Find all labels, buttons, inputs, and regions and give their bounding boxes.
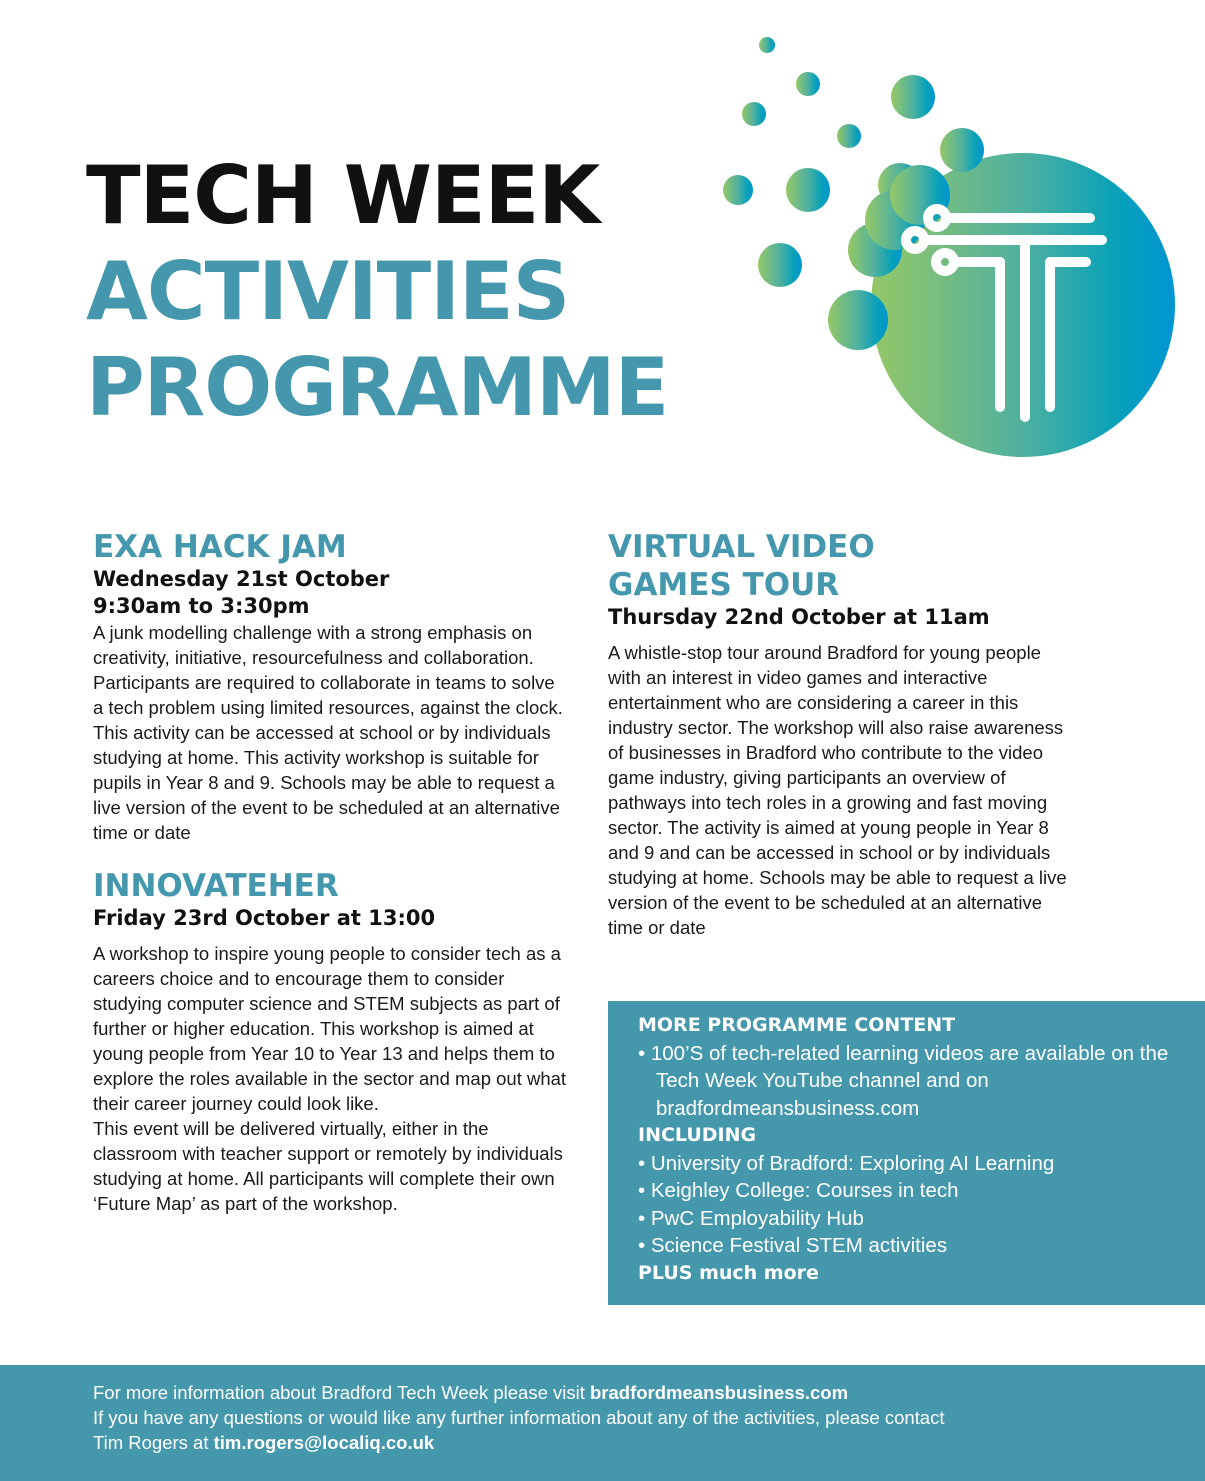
more-programme-panel xyxy=(608,1001,1205,1305)
footer-text: For more information about Bradford Tech Week please visit xyxy=(93,1382,590,1403)
event-description: A workshop to inspire young people to consider tech as a careers choice and to encourage them to consider studying computer science and STEM subjects as part of further or higher education. This workshop is aimed at young people from Year 10 to Year 13 and helps them to explore the roles available in the sector and map out what their career journey could look like. xyxy=(93,943,567,1114)
footer-line-1 xyxy=(93,1380,1205,1405)
footer-line-3 xyxy=(93,1430,1205,1455)
event-date: Thursday 22nd October at 11am xyxy=(608,605,990,629)
event-title: INNOVATEHER xyxy=(93,868,339,904)
list-item: • University of Bradford: Exploring AI Learning xyxy=(638,1151,1055,1175)
event-title-line-1: VIRTUAL VIDEO xyxy=(608,529,875,565)
event-description: A whistle-stop tour around Bradford for young people with an interest in video games and interactive entertainment who are considering a career in this industry sector. The workshop will also raise awareness of businesses in Bradford who contribute to the video game industry, giving participants an overview of pathways into tech roles in a growing and fast moving sector. The activity is aimed at young people in Year 8 and 9 and can be accessed in school or by individuals studying at home. Schools may be able to request a live version of the event to be scheduled at an alternative time or date xyxy=(608,642,1067,938)
event-date: Wednesday 21st October xyxy=(93,567,390,591)
list-item: • Science Festival STEM activities xyxy=(638,1234,948,1257)
tech-week-logo-icon xyxy=(700,20,1205,480)
email-link[interactable]: tim.rogers@localiq.co.uk xyxy=(213,1432,435,1453)
event-date: Friday 23rd October at 13:00 xyxy=(93,906,436,930)
title-line-2: ACTIVITIES xyxy=(86,245,570,338)
page-title xyxy=(86,148,668,436)
right-column xyxy=(608,528,1078,940)
event-title: EXA HACK JAM xyxy=(93,529,347,565)
event-description: A junk modelling challenge with a strong emphasis on creativity, initiative, resourcefulness and collaboration. Participants are required to collaborate in teams to solve a tech problem using limited resources, against the clock. This activity can be accessed at school or by individuals studying at home. This activity workshop is suitable for pupils in Year 8 and 9. Schools may be able to request a live version of the event to be scheduled at an alternative time or date xyxy=(93,622,563,843)
event-innovateher xyxy=(93,867,568,1216)
title-line-1: TECH WEEK xyxy=(86,149,600,242)
including-heading: INCLUDING xyxy=(638,1124,757,1146)
more-heading: MORE PROGRAMME CONTENT xyxy=(638,1014,956,1036)
footer-text: Tim Rogers at xyxy=(93,1432,214,1453)
event-virtual-video-games-tour xyxy=(608,528,1078,940)
event-time: 9:30am to 3:30pm xyxy=(93,594,310,618)
title-line-3: PROGRAMME xyxy=(86,341,669,434)
event-title-line-2: GAMES TOUR xyxy=(608,567,840,603)
left-column xyxy=(93,528,568,1216)
event-description-2: This event will be delivered virtually, either in the classroom with teacher support or remotely by individuals studying at home. All participants will complete their own ‘Future Map’ as part of the workshop. xyxy=(93,1118,563,1214)
more-intro: • 100’S of tech-related learning videos are available on the Tech Week YouTube channel and on bradfordmeansbusiness.com xyxy=(638,1041,1169,1120)
list-item: • Keighley College: Courses in tech xyxy=(638,1179,959,1202)
list-item: • PwC Employability Hub xyxy=(638,1206,864,1230)
event-exa-hack-jam xyxy=(93,528,568,845)
plus-more: PLUS much more xyxy=(638,1261,819,1284)
footer xyxy=(0,1365,1205,1481)
footer-line-2: If you have any questions or would like any further information about any of the activities, please contact xyxy=(93,1407,945,1428)
website-link[interactable]: bradfordmeansbusiness.com xyxy=(590,1382,849,1403)
